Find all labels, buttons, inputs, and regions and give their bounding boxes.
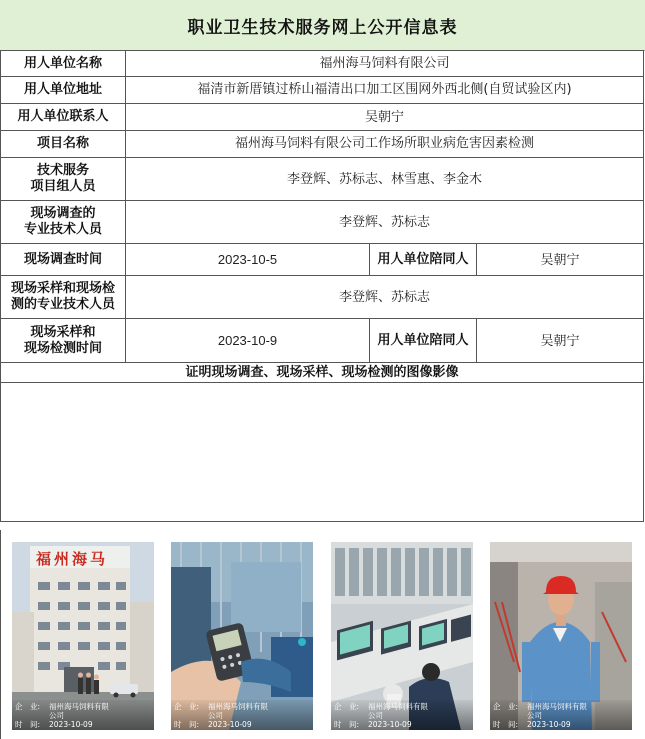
caption-company: 福州海马饲料有限 — [527, 702, 587, 711]
caption-company-cont: 公司 — [368, 711, 383, 720]
row-employer-name — [1, 51, 644, 77]
label-survey-staff-line2: 专业技术人员 — [23, 222, 102, 237]
caption-company-cont: 公司 — [208, 711, 223, 720]
photo-control-room — [331, 542, 473, 730]
caption-company: 福州海马饲料有限 — [368, 702, 428, 711]
value-service-team: 李登辉、苏标志、林雪惠、李金木 — [126, 158, 644, 201]
label-survey-time: 现场调查时间 — [1, 244, 126, 276]
photo-caption — [171, 700, 313, 730]
page-title: 职业卫生技术服务网上公开信息表 — [0, 0, 645, 51]
images-section-title: 证明现场调查、现场采样、现场检测的图像影像 — [1, 363, 644, 383]
caption-time: 2023-10-09 — [527, 720, 571, 729]
label-employer-address: 用人单位地址 — [1, 77, 126, 104]
label-project-name: 项目名称 — [1, 131, 126, 158]
value-employer-contact: 吴朝宁 — [126, 104, 644, 131]
label-service-team-line1: 技术服务 — [36, 163, 89, 178]
photo-caption — [331, 700, 473, 730]
row-images-heading — [1, 363, 644, 383]
row-survey-time — [1, 244, 644, 276]
caption-time: 2023-10-09 — [208, 720, 252, 729]
label-sampling-staff-line1: 现场采样和现场检 — [10, 281, 115, 296]
row-service-team — [1, 158, 644, 201]
photo-instrument — [171, 542, 313, 730]
value-project-name: 福州海马饲料有限公司工作场所职业病危害因素检测 — [126, 131, 644, 158]
photo-building — [12, 542, 154, 730]
label-service-team — [1, 158, 126, 201]
row-survey-staff — [1, 201, 644, 244]
value-sampling-time: 2023-10-9 — [126, 319, 370, 363]
photo-caption — [12, 700, 154, 730]
photo-worker — [490, 542, 632, 730]
info-table — [0, 50, 644, 522]
caption-company-key: 企 业: — [15, 702, 41, 711]
caption-time-key: 时 间: — [493, 720, 519, 729]
caption-time-key: 时 间: — [334, 720, 360, 729]
caption-company: 福州海马饲料有限 — [49, 702, 109, 711]
row-project-name — [1, 131, 644, 158]
value-survey-companion: 吴朝宁 — [477, 244, 644, 276]
value-sampling-companion: 吴朝宁 — [477, 319, 644, 363]
label-employer-contact: 用人单位联系人 — [1, 104, 126, 131]
value-survey-time: 2023-10-5 — [126, 244, 370, 276]
photo-caption — [490, 700, 632, 730]
label-sampling-companion: 用人单位陪同人 — [370, 319, 477, 363]
row-blank-area — [1, 383, 644, 522]
label-survey-staff-line1: 现场调查的 — [30, 206, 96, 221]
value-survey-staff: 李登辉、苏标志 — [126, 201, 644, 244]
value-sampling-staff: 李登辉、苏标志 — [126, 276, 644, 319]
caption-company-key: 企 业: — [334, 702, 360, 711]
label-survey-companion: 用人单位陪同人 — [370, 244, 477, 276]
caption-time: 2023-10-09 — [49, 720, 93, 729]
caption-company-cont: 公司 — [49, 711, 64, 720]
value-employer-name: 福州海马饲料有限公司 — [126, 51, 644, 77]
caption-time-key: 时 间: — [15, 720, 41, 729]
label-sampling-time — [1, 319, 126, 363]
building-sign: 福州海马 — [36, 550, 109, 568]
row-sampling-time — [1, 319, 644, 363]
row-sampling-staff — [1, 276, 644, 319]
row-employer-address — [1, 77, 644, 104]
label-sampling-staff — [1, 276, 126, 319]
blank-area — [1, 383, 644, 522]
label-service-team-line2: 项目组人员 — [30, 179, 96, 194]
label-sampling-staff-line2: 测的专业技术人员 — [10, 297, 115, 312]
label-sampling-time-line1: 现场采样和 — [30, 324, 96, 340]
label-sampling-time-line2: 现场检测时间 — [23, 340, 102, 356]
caption-company-cont: 公司 — [527, 711, 542, 720]
row-employer-contact — [1, 104, 644, 131]
caption-time: 2023-10-09 — [368, 720, 412, 729]
caption-company-key: 企 业: — [174, 702, 200, 711]
caption-company-key: 企 业: — [493, 702, 519, 711]
label-employer-name: 用人单位名称 — [1, 51, 126, 77]
label-survey-staff — [1, 201, 126, 244]
value-employer-address: 福清市新厝镇过桥山福清出口加工区围网外西北侧(自贸试验区内) — [126, 77, 644, 104]
caption-time-key: 时 间: — [174, 720, 200, 729]
photo-strip — [0, 530, 645, 739]
caption-company: 福州海马饲料有限 — [208, 702, 268, 711]
